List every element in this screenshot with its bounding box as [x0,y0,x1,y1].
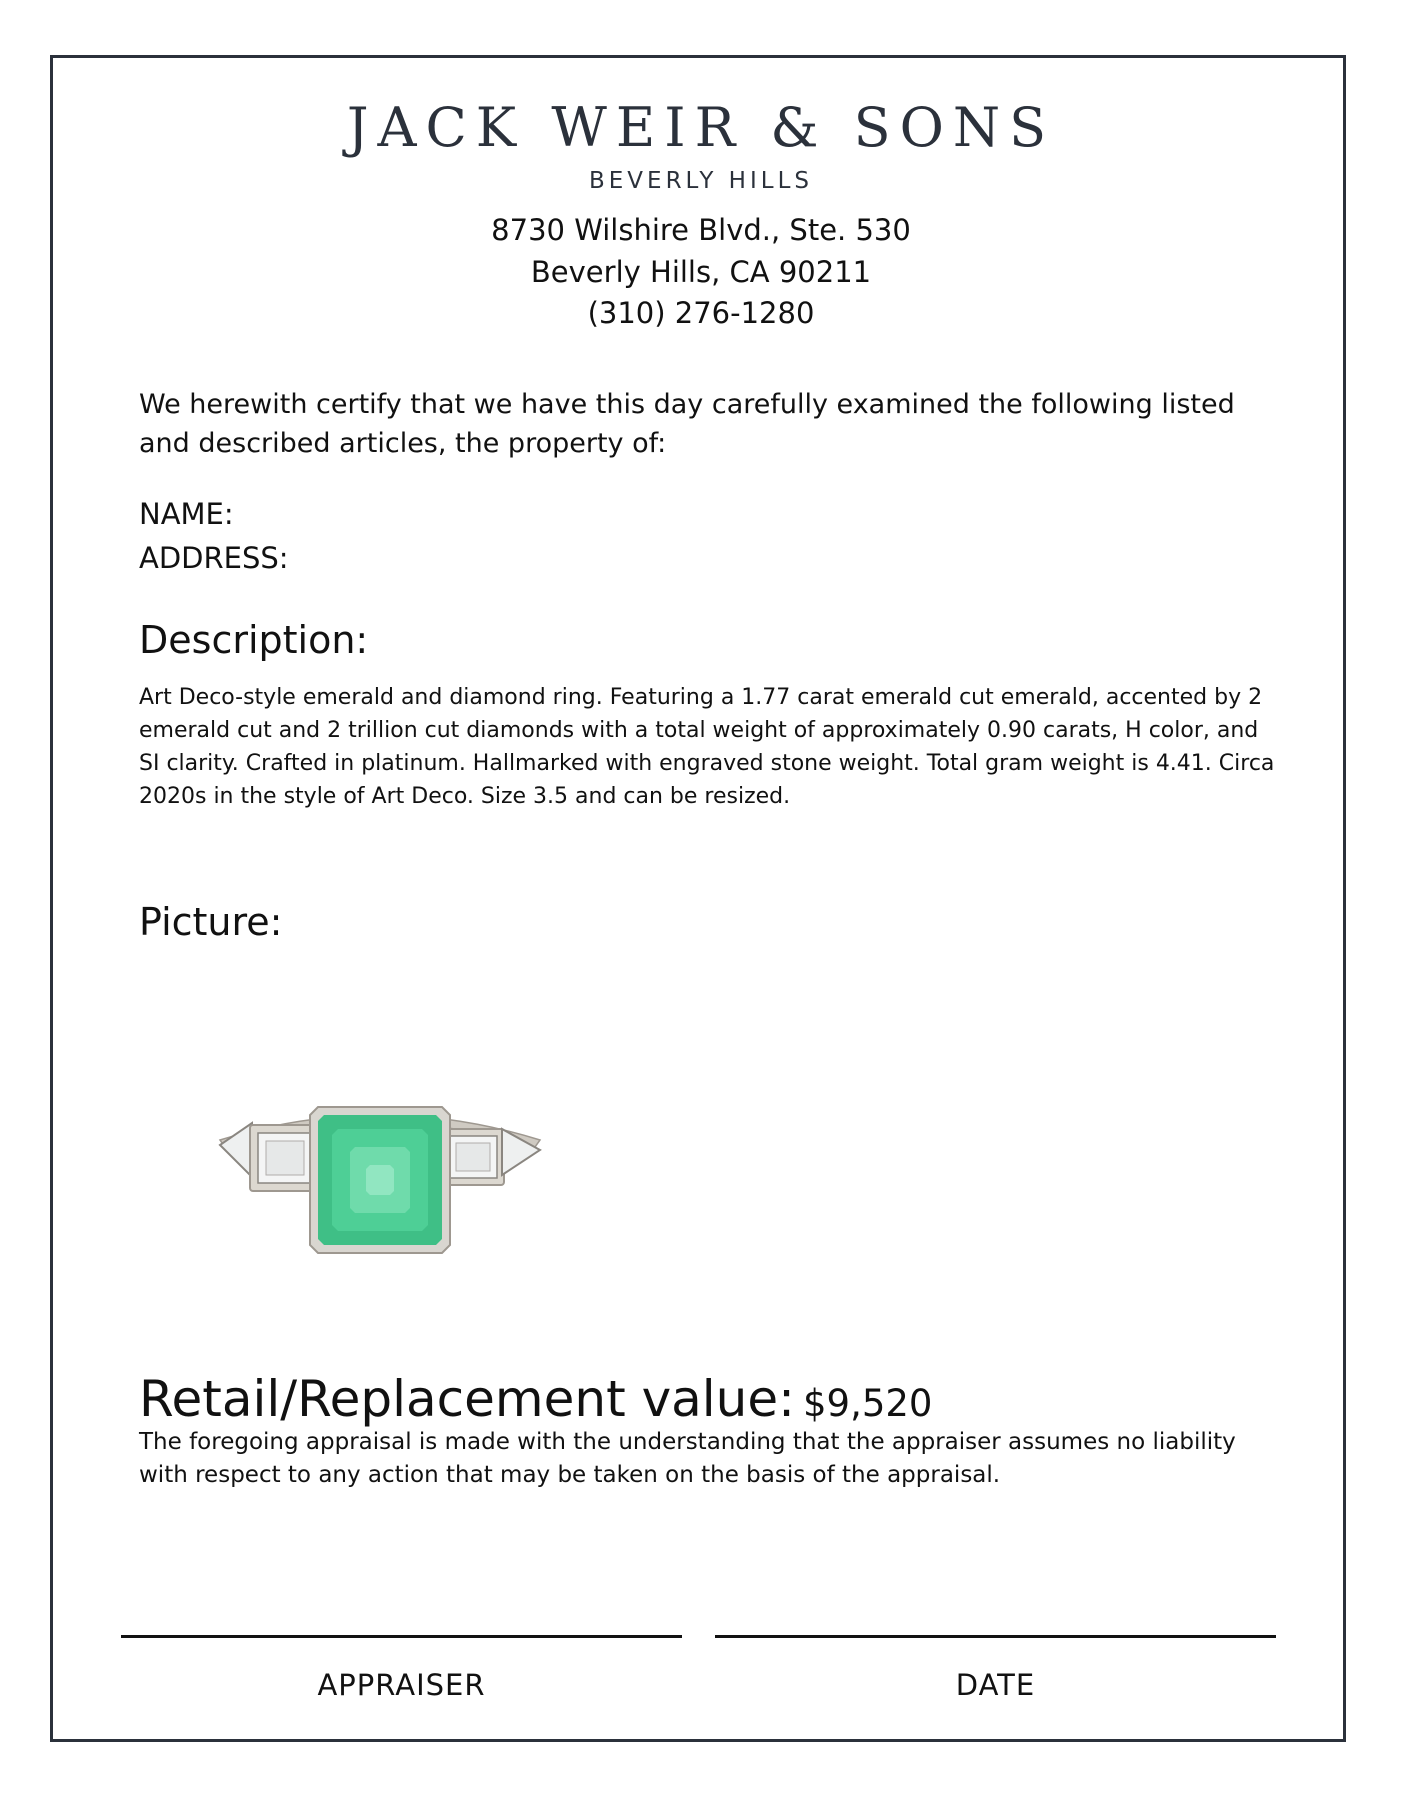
disclaimer-text: The foregoing appraisal is made with the understanding that the appraiser assumes no liability with respect to any action that may be taken on the basis of the appraisal. [139,1429,1236,1488]
value-row [139,1370,932,1428]
brand-location: BEVERLY HILLS [589,168,813,194]
appraiser-label: APPRAISER [317,1668,486,1702]
date-signature-line [715,1635,1276,1638]
address-line-2: Beverly Hills, CA 90211 [530,255,872,289]
address-line-1: 8730 Wilshire Blvd., Ste. 530 [491,213,911,247]
brand-name: JACK WEIR & SONS [346,96,1056,159]
appraiser-signature-line [121,1635,682,1638]
value-label: Retail/Replacement value: [139,1370,795,1428]
name-label: NAME: [139,497,234,531]
value-amount: $9,520 [802,1382,933,1425]
picture-heading: Picture: [139,900,283,944]
left-trillion-diamond [220,1123,252,1177]
certification-statement: We herewith certify that we have this day carefully examined the following listed and described articles, the property of: [139,389,1235,459]
phone-number: (310) 276-1280 [587,296,815,330]
description-heading: Description: [139,618,369,662]
description-text: Art Deco-style emerald and diamond ring. Featuring a 1.77 carat emerald cut emerald, accented by 2 emerald cut and 2 trillion cut diamonds with a total weight of approximately 0.90 carats, H color, and SI clarity. Crafted in platinum. Hallmarked with engraved stone weight. Total gram weight is 4.41. Circa 2020s in the style of Art Deco. Size 3.5 and can be resized. [139,685,1275,809]
date-label: DATE [955,1668,1036,1702]
address-label: ADDRESS: [139,541,289,575]
ring-photo [210,1095,550,1255]
